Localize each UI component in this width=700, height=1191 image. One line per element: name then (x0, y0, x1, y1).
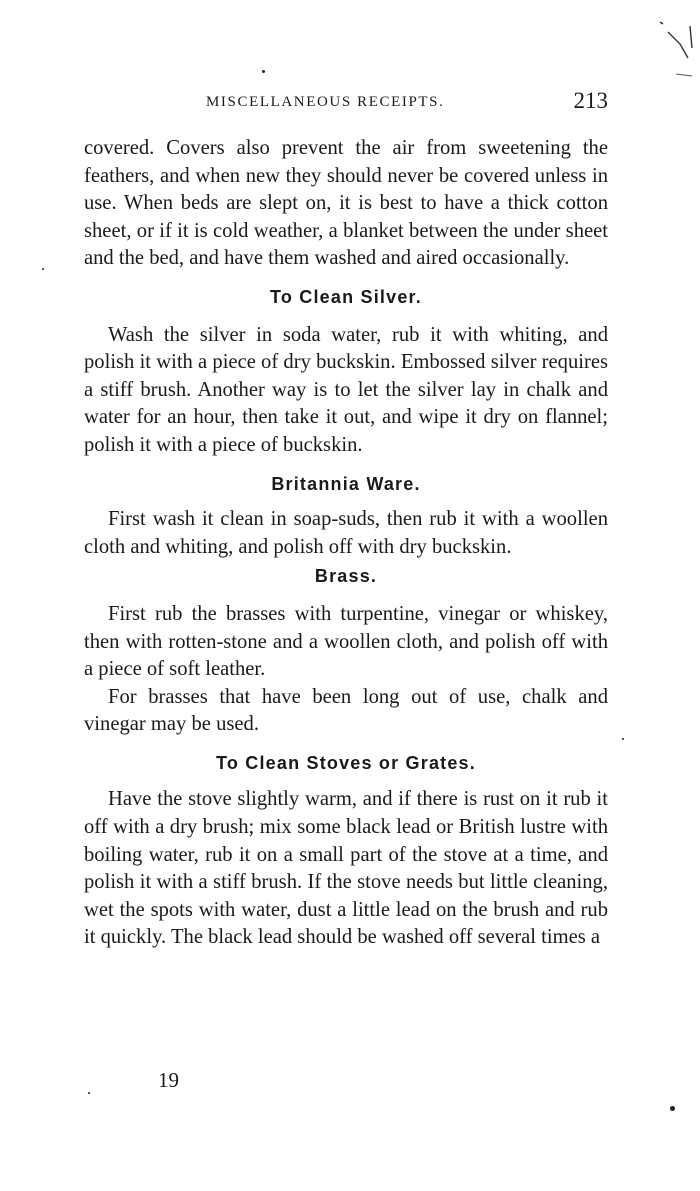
print-speck (42, 268, 44, 270)
page-edge-mark (658, 18, 694, 78)
heading-clean-silver: To Clean Silver. (270, 286, 422, 307)
paragraph-brass: First rub the brasses with turpentine, vinegar or whiskey, then with rotten-stone and a woollen cloth, and polish off with a piece of soft leather. (84, 602, 608, 681)
paragraph-clean-stoves: Have the stove slightly warm, and if there is rust on it rub it off with a dry brush; mix some black lead or British lustre with boiling water, rub it on a small part of the stove at a time, and polish it with a stiff brush. If the stove needs but little cleaning, wet the spots with water, dust a little lead on the brush and rub it quickly. The black lead should be washed off several times a (84, 788, 608, 949)
paragraph-beds-continued: covered. Covers also prevent the air from sweetening the feathers, and when new they should never be covered unless in use. When beds are slept on, it is best to have a thick cotton sheet, or if it is cold weather, a blanket between the under sheet and the bed, and have them washed and aired occasionally. (84, 137, 608, 270)
print-speck (262, 70, 265, 73)
heading-brass: Brass. (314, 566, 378, 587)
heading-britannia-ware: Britannia Ware. (271, 473, 421, 494)
paragraph-britannia-ware: First wash it clean in soap-suds, then rub it with a woollen cloth and whiting, and polish off with dry buckskin. (84, 508, 608, 558)
running-title: MISCELLANEOUS RECEIPTS. (206, 94, 445, 110)
paragraph-clean-silver: Wash the silver in soda water, rub it with whiting, and polish it with a piece of dry buckskin. Embossed silver requires a stiff brush. Another way is to let the silver lay in chalk and water for an hour, then take it out, and wipe it dry on flannel; polish it with a piece of buckskin. (84, 323, 608, 456)
signature-mark: 19 (158, 1068, 179, 1092)
print-speck (88, 1092, 90, 1094)
heading-clean-stoves: To Clean Stoves or Grates. (216, 752, 476, 773)
running-header (80, 88, 610, 120)
print-speck (670, 1106, 675, 1111)
print-speck (622, 738, 624, 740)
paragraph-old-brasses: For brasses that have been long out of use, chalk and vinegar may be used. (84, 685, 608, 736)
page-body (84, 135, 608, 952)
page-number: 213 (573, 88, 608, 113)
